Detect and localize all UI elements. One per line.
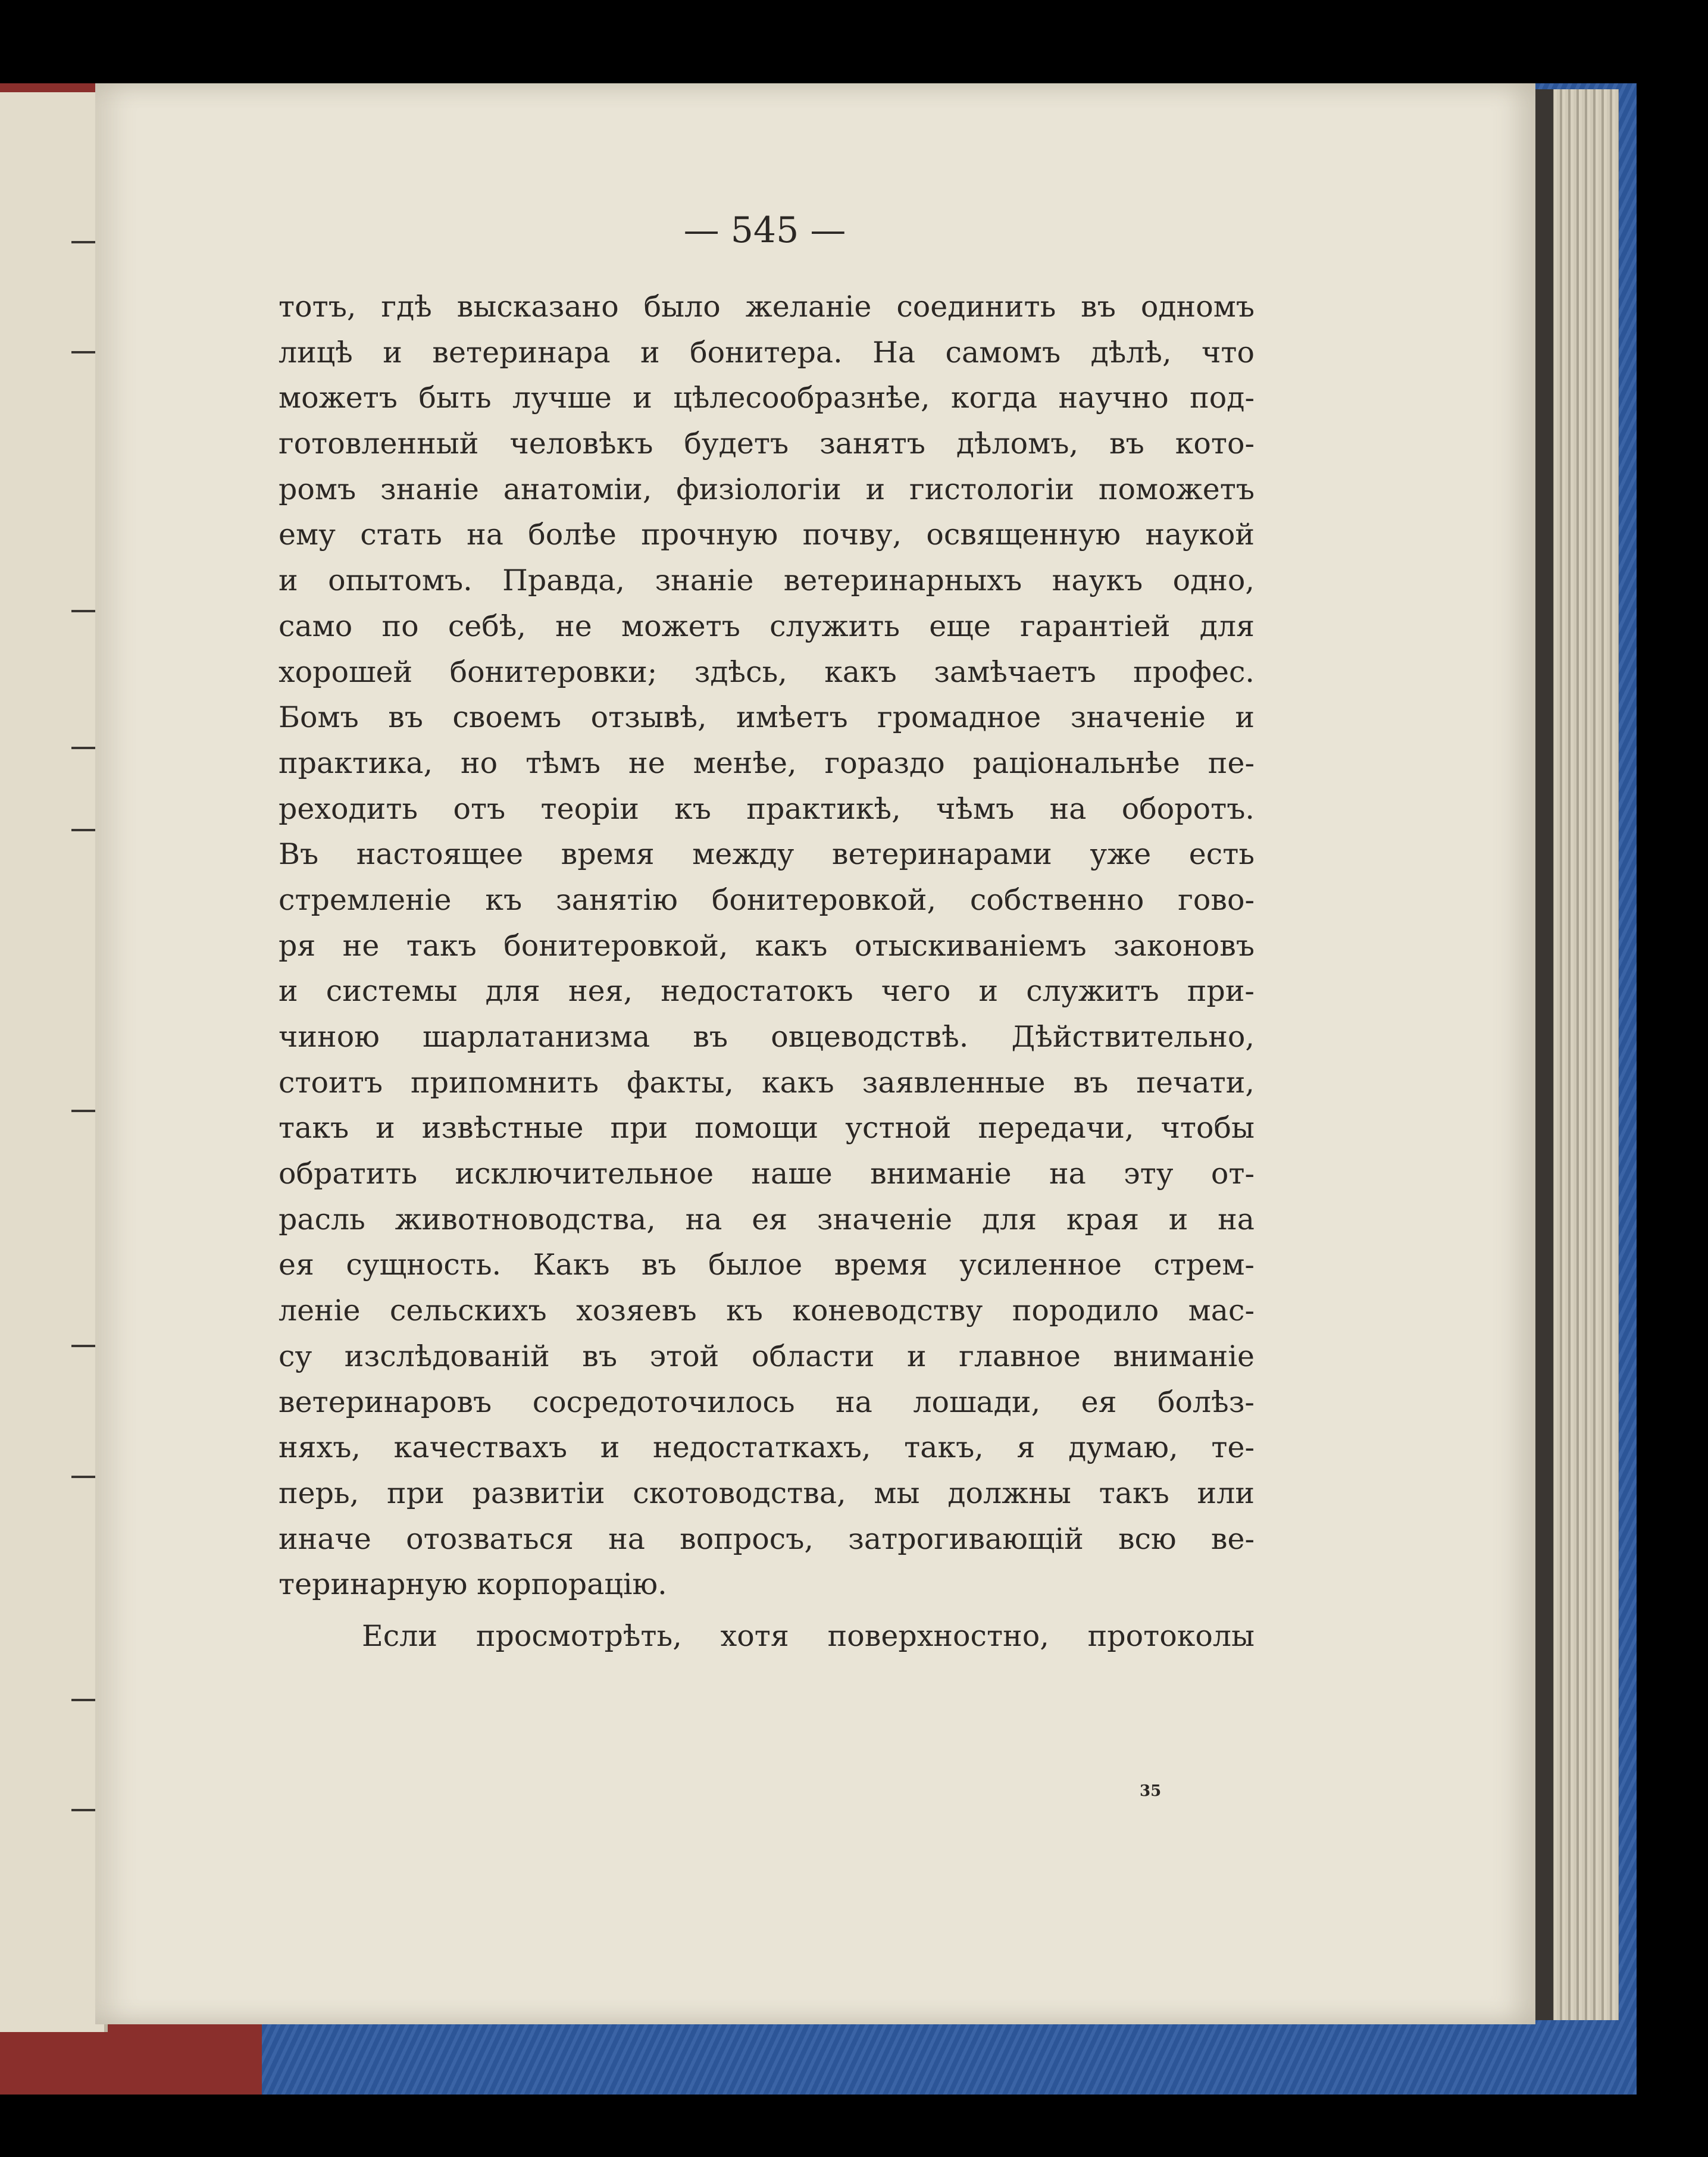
text-line: тотъ, гдѣ высказано было желаніе соединить въ одномъ [279,290,1255,324]
text-line: хорошей бонитеровки; здѣсь, какъ замѣчаетъ профес. [279,655,1255,689]
text-line: перь, при развитіи скотоводства, мы должны такъ или [279,1476,1255,1510]
body-text [279,284,1255,1660]
text-line: теринарную корпорацію. [279,1567,667,1602]
text-line: су изслѣдованій въ этой области и главное вниманіе [279,1339,1255,1373]
page-edge-shadow [1535,89,1553,2020]
text-line: можетъ быть лучше и цѣлесообразнѣе, когда научно под- [279,381,1255,415]
text-line: практика, но тѣмъ не менѣе, гораздо раціональнѣе пе- [279,746,1255,780]
signature-mark: 35 [1140,1782,1162,1800]
text-line: ря не такъ бонитеровкой, какъ отыскиваніемъ законовъ [279,928,1255,963]
text-line: чиною шарлатанизма въ овцеводствѣ. Дѣйствительно, [279,1020,1255,1054]
text-line: готовленный человѣкъ будетъ занятъ дѣломъ, въ кото- [279,427,1255,461]
text-line: само по себѣ, не можетъ служить еще гарантіей для [279,609,1255,643]
text-line: леніе сельскихъ хозяевъ къ коневодству породило мас- [279,1294,1255,1328]
text-line: ему стать на болѣе прочную почву, освященную наукой [279,518,1255,552]
text-line: обратить исключительное наше вниманіе на эту от- [279,1157,1255,1191]
text-line: Бомъ въ своемъ отзывѣ, имѣетъ громадное значеніе и [279,700,1255,735]
text-line: стремленіе къ занятію бонитеровкой, собственно гово- [279,882,1255,917]
text-line: иначе отозваться на вопросъ, затрогивающій всю ве- [279,1522,1255,1556]
text-line: реходить отъ теоріи къ практикѣ, чѣмъ на оборотъ. [279,791,1255,826]
page-number: — 545 — [683,209,846,251]
text-line: и опытомъ. Правда, знаніе ветеринарныхъ наукъ одно, [279,563,1255,598]
text-line: лицѣ и ветеринара и бонитера. На самомъ дѣлѣ, что [279,335,1255,370]
book-page [95,83,1535,2024]
text-line: стоитъ припомнить факты, какъ заявленные въ печати, [279,1065,1255,1100]
text-line: ромъ знаніе анатоміи, физіологіи и гистологіи поможетъ [279,472,1255,506]
text-line: ветеринаровъ сосредоточилось на лошади, ея болѣз- [279,1385,1255,1419]
text-line: Въ настоящее время между ветеринарами уже есть [279,837,1255,872]
text-line: Если просмотрѣть, хотя поверхностно, протоколы [362,1618,1255,1653]
text-line: и системы для нея, недостатокъ чего и служитъ при- [279,974,1255,1009]
text-line: няхъ, качествахъ и недостаткахъ, такъ, я думаю, те- [279,1430,1255,1465]
text-line: такъ и извѣстные при помощи устной передачи, чтобы [279,1111,1255,1145]
previous-page-edge [0,92,108,2032]
text-line: ея сущность. Какъ въ былое время усиленное стрем- [279,1248,1255,1282]
text-line: расль животноводства, на ея значеніе для края и на [279,1202,1255,1236]
